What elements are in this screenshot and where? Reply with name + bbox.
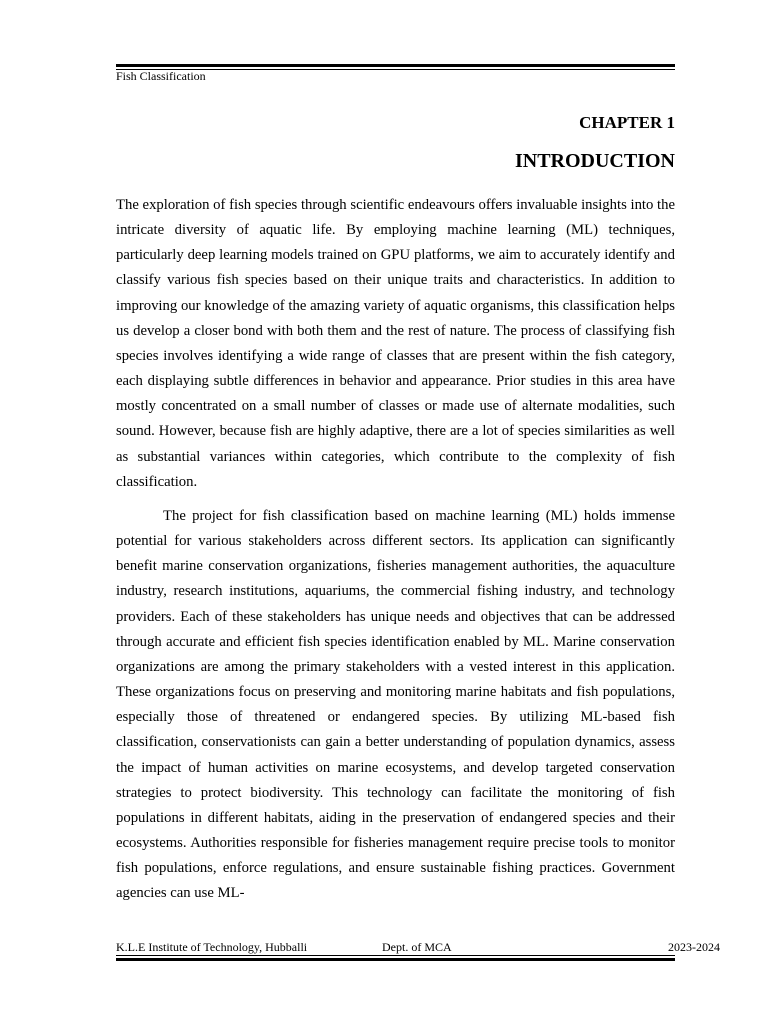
document-page	[116, 0, 720, 1024]
chapter-label: CHAPTER 1	[579, 113, 675, 132]
chapter-title: INTRODUCTION	[514, 150, 675, 172]
body-paragraph-1: The exploration of fish species through scientific endeavours offers invaluable insights into the intricate diversity of aquatic life. By employing machine learning (ML) techniques, particularly deep learning models trained on GPU platforms, we aim to accurately identify and classify various fish species based on their unique traits and characteristics. In addition to improving our knowledge of the amazing variety of aquatic organisms, this classification helps us develop a closer bond with both them and the rest of nature. The process of classifying fish species involves identifying a wide range of classes that are present within the fish category, each displaying subtle differences in behavior and appearance. Prior studies in this area have mostly concentrated on a small number of classes or made use of alternate modalities, such sound. However, because fish are highly adaptive, there are a lot of species similarities as well as substantial variances within categories, which contribute to the complexity of fish classification.	[116, 197, 675, 490]
footer-rule-thick	[116, 958, 675, 961]
footer-year: 2023-2024	[668, 940, 720, 954]
running-header-title: Fish Classification	[116, 69, 206, 83]
header-rule-thick	[116, 64, 675, 67]
footer-rule-thin	[116, 955, 675, 956]
footer-department: Dept. of MCA	[382, 940, 452, 954]
body-paragraph-2: The project for fish classification based on machine learning (ML) holds immense potential for various stakeholders across different sectors. Its application can significantly benefit marine conservation organizations, fisheries management authorities, the aquaculture industry, research institutions, aquariums, the commercial fishing industry, and technology providers. Each of these stakeholders has unique needs and objectives that can be addressed through accurate and efficient fish species identification enabled by ML. Marine conservation organizations are among the primary stakeholders with a vested interest in this application. These organizations focus on preserving and monitoring marine habitats and fish populations, especially those of threatened or endangered species. By utilizing ML-based fish classification, conservationists can gain a better understanding of population dynamics, assess the impact of human activities on marine ecosystems, and develop targeted conservation strategies to protect biodiversity. This technology can facilitate the monitoring of fish populations in different habitats, aiding in the preservation of endangered species and their ecosystems. Authorities responsible for fisheries management require precise tools to monitor fish populations, enforce regulations, and ensure sustainable fishing practices. Government agencies can use ML-	[116, 508, 675, 902]
footer-institution: K.L.E Institute of Technology, Hubballi	[116, 940, 308, 954]
